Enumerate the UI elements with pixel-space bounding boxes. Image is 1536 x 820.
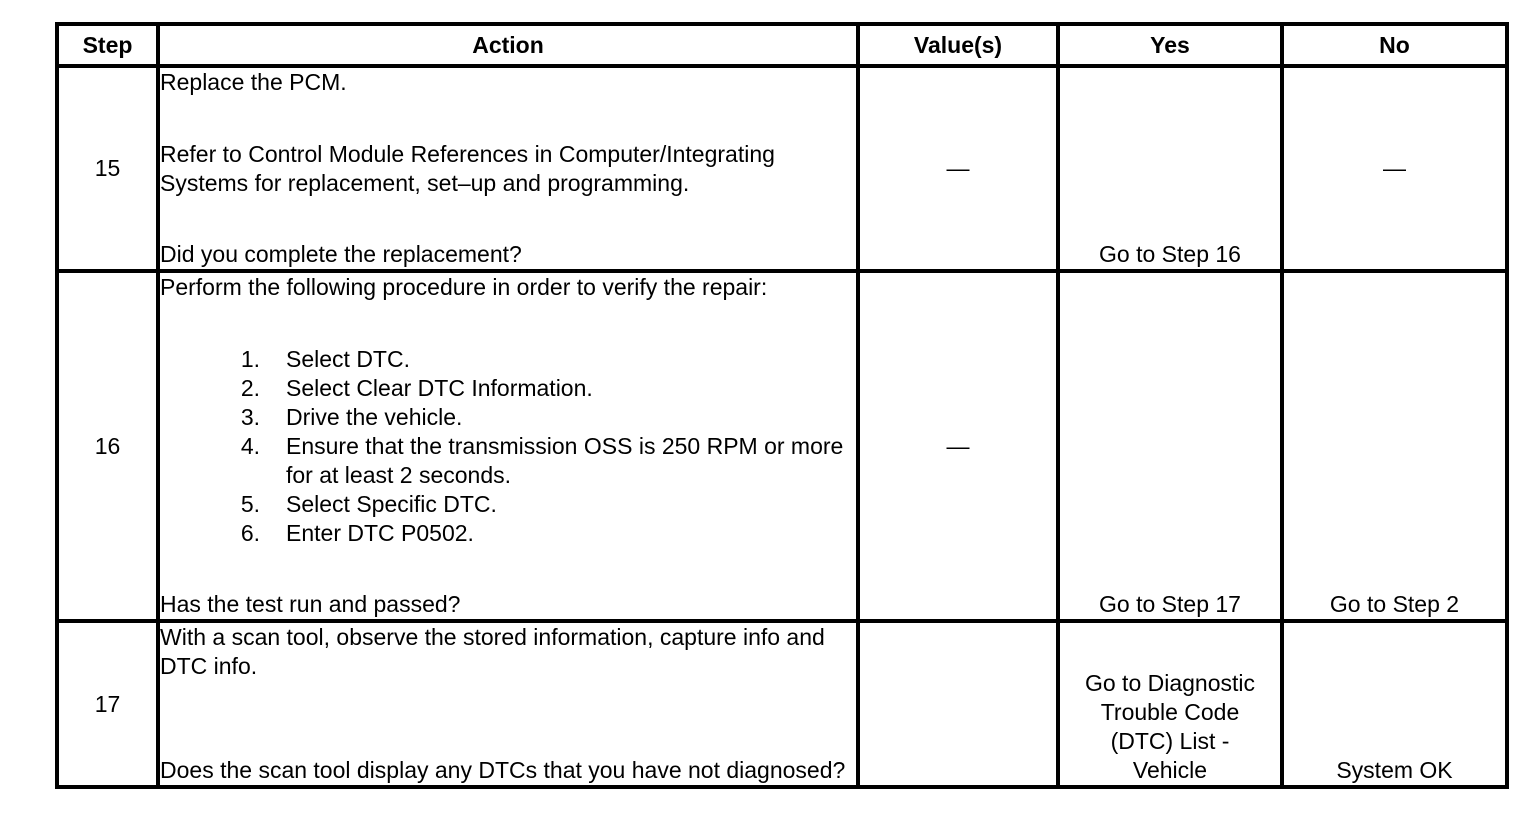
yes-cell: Go to Diagnostic Trouble Code (DTC) List - Vehicle: [1058, 621, 1282, 787]
yes-cell: Go to Step 16: [1058, 66, 1282, 271]
step-number: 17: [57, 621, 158, 787]
table-row: [57, 271, 1507, 621]
action-cell: [158, 621, 858, 787]
header-step: Step: [57, 24, 158, 66]
action-question: Did you complete the replacement?: [160, 241, 522, 267]
procedure-list: [160, 345, 856, 548]
step-number: 16: [57, 271, 158, 621]
no-cell: Go to Step 2: [1282, 271, 1507, 621]
list-item: 5. Select Specific DTC.: [240, 490, 497, 517]
table-row: [57, 66, 1507, 271]
header-action: Action: [158, 24, 858, 66]
header-row: [57, 24, 1507, 66]
diagnostic-table: [55, 22, 1509, 789]
value-cell: [858, 621, 1058, 787]
list-item: 4. Ensure that the transmission OSS is 250 RPM or more for at least 2 seconds.: [240, 432, 844, 488]
action-text: With a scan tool, observe the stored information, capture info and DTC info.: [160, 624, 825, 679]
action-text: Replace the PCM.: [160, 69, 347, 95]
list-item: 1. Select DTC.: [240, 345, 410, 372]
header-values: Value(s): [858, 24, 1058, 66]
action-cell: [158, 66, 858, 271]
value-cell: —: [858, 66, 1058, 271]
action-text: Refer to Control Module References in Computer/Integrating Systems for replacement, set–up and programming.: [160, 140, 775, 196]
table-row: [57, 621, 1507, 787]
action-question: Does the scan tool display any DTCs that you have not diagnosed?: [160, 757, 846, 783]
yes-cell: Go to Step 17: [1058, 271, 1282, 621]
no-cell: —: [1282, 66, 1507, 271]
list-item: 6. Enter DTC P0502.: [240, 519, 474, 546]
action-text: Perform the following procedure in order to verify the repair:: [160, 274, 768, 300]
action-cell: [158, 271, 858, 621]
list-item: 3. Drive the vehicle.: [240, 403, 463, 430]
action-question: Has the test run and passed?: [160, 591, 461, 617]
list-item: 2. Select Clear DTC Information.: [240, 374, 593, 401]
header-yes: Yes: [1058, 24, 1282, 66]
value-cell: —: [858, 271, 1058, 621]
header-no: No: [1282, 24, 1507, 66]
step-number: 15: [57, 66, 158, 271]
no-cell: System OK: [1282, 621, 1507, 787]
